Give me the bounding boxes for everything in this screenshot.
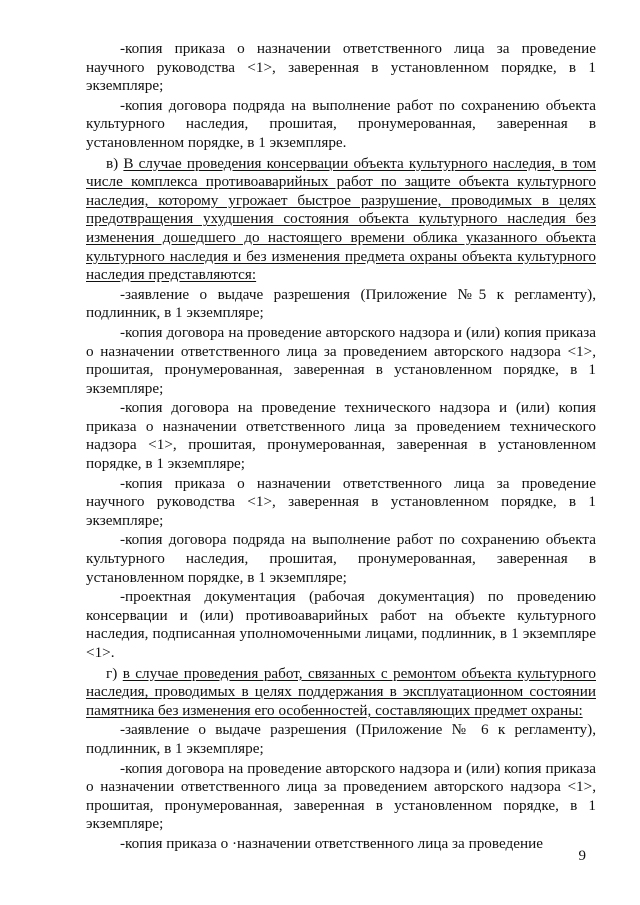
section-text: в случае проведения работ, связанных с ремонтом объекта культурного наследия, проводимых в целях поддержания в эксплуатационном состоянии памятника без изменения его особенностей, составляющих предмет охраны: — [86, 664, 596, 719]
list-item: -копия договора на проведение авторского надзора и (или) копия приказа о назначении ответственного лица за проведением авторского надзора <1>, прошитая, пронумерованная, заверенная в установленном порядке, в 1 экземпляре; — [86, 323, 596, 397]
list-item: -копия договора подряда на выполнение работ по сохранению объекта культурного наследия, прошитая, пронумерованная, заверенная в установленном порядке, в 1 экземпляре. — [86, 96, 596, 151]
list-item: -копия договора на проведение технического надзора и (или) копия приказа о назначении ответственного лица за проведением технического надзора <1>, прошитая, пронумерованная, заверенная в установленном порядке, в 1 экземпляре; — [86, 399, 596, 473]
list-item: -копия приказа о назначении ответственного лица за проведение научного руководства <1>, заверенная в установленном порядке, в 1 экземпляре; — [86, 474, 596, 529]
list-item: -копия договора на проведение авторского надзора и (или) копия приказа о назначении ответственного лица за проведением авторского надзора <1>, прошитая, пронумерованная, заверенная в установленном порядке, в 1 экземпляре; — [86, 759, 596, 833]
list-item: -копия договора подряда на выполнение работ по сохранению объекта культурного наследия, прошитая, пронумерованная, заверенная в установленном порядке, в 1 экземпляре; — [86, 531, 596, 586]
list-item: -копия приказа о назначении ответственного лица за проведение научного руководства <1>, заверенная в установленном порядке, в 1 экземпляре; — [86, 40, 596, 95]
section-marker: г) — [106, 664, 118, 682]
list-item: -заявление о выдаче разрешения (Приложение №5 к регламенту), подлинник, в 1 экземпляре; — [86, 285, 596, 322]
page-number: 9 — [578, 848, 586, 864]
list-item: -проектная документация (рабочая документация) по проведению консервации и (или) противоаварийных работ на объекте культурного наследия, подписанная уполномоченными лицами, подлинник, в 1 экземпляре <1>. — [86, 588, 596, 661]
list-item: -заявление о выдаче разрешения (Приложение № 6 к регламенту), подлинник, в 1 экземпляре; — [86, 721, 596, 757]
section-marker: в) — [106, 154, 119, 172]
section-text: В случае проведения консервации объекта культурного наследия, в том числе комплекса противоаварийных работ по защите объекта культурного наследия, которому угрожает быстрое разрушение, проводимых в целях предотвращения ухудшения состояния объекта культурного наследия без изменения дошедшего до настоящего времени облика указанного объекта культурного наследия и без изменения предмета охраны объекта культурного наследия представляются: — [86, 154, 597, 284]
list-item: -копия приказа о ·назначении ответственного лица за проведение — [120, 834, 543, 852]
section-heading — [86, 155, 596, 285]
section-heading — [86, 665, 596, 721]
